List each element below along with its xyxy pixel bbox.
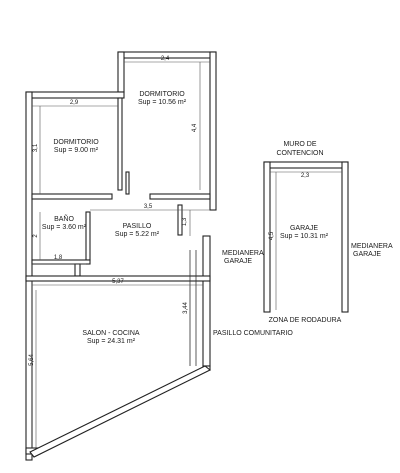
medianera-left-2: GARAJE (224, 258, 253, 265)
muro-label-2: CONTENCION (276, 150, 324, 157)
garaje-name: GARAJE (289, 225, 319, 232)
garaje-area: Sup = 10.31 m² (279, 233, 329, 240)
pasillo-area: Sup = 5.22 m² (114, 231, 160, 238)
medianera-right-2: GARAJE (353, 251, 382, 258)
dorm2-name: DORMITORIO (53, 139, 99, 146)
dim-2-4: 2,4 (160, 56, 170, 62)
dim-2-9: 2,9 (69, 100, 79, 106)
dim-3-44: 3,44 (183, 302, 189, 314)
muro-label-1: MURO DE (283, 141, 317, 148)
dim-1-3: 1,3 (182, 217, 188, 227)
bano-area: Sup = 3.60 m² (41, 224, 87, 231)
dim-3-5: 3,5 (143, 204, 153, 210)
dim-5-37: 5,37 (112, 279, 124, 285)
dim-1-8: 1,8 (53, 255, 63, 261)
medianera-right-1: MEDIANERA (351, 243, 393, 250)
dim-4-5: 4,5 (269, 231, 275, 241)
dim-3-1: 3,1 (33, 143, 39, 153)
bano-name: BAÑO (54, 216, 74, 223)
diagonal-wall (30, 366, 210, 457)
medianera-left-1: MEDIANERA (222, 250, 264, 257)
dim-5-64: 5,64 (29, 354, 35, 366)
pasillo-comunitario-label: PASILLO COMUNITARIO (213, 330, 293, 337)
salon-area: Sup = 24.31 m² (86, 338, 136, 345)
salon-name: SALON - COCINA (82, 330, 140, 337)
dorm1-name: DORMITORIO (139, 91, 185, 98)
pasillo-name: PASILLO (122, 223, 152, 230)
dim-2-3: 2,3 (300, 173, 310, 179)
dim-2: 2 (33, 234, 39, 238)
dorm2-area: Sup = 9.00 m² (53, 147, 99, 154)
dorm1-area: Sup = 10.56 m² (137, 99, 187, 106)
dim-4-4: 4,4 (192, 123, 198, 133)
zona-rodadura-label: ZONA DE RODADURA (268, 317, 342, 324)
